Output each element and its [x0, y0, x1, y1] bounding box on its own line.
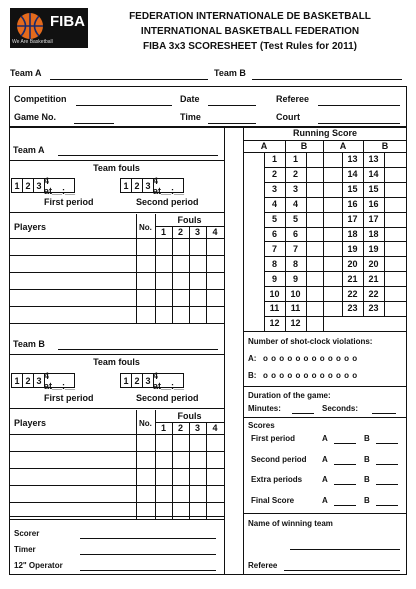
col-rule	[206, 226, 207, 323]
score-number[interactable]: 18	[347, 228, 358, 239]
col-rule	[206, 422, 207, 519]
running-score-title: Running Score	[292, 128, 357, 138]
score-number[interactable]: 19	[347, 243, 358, 254]
score-b-label: B	[364, 434, 370, 443]
operator-label: 12" Operator	[14, 561, 63, 570]
score-number[interactable]: 13	[347, 154, 358, 165]
running-score-head-2: B	[300, 141, 308, 151]
score-number[interactable]: 21	[347, 273, 358, 284]
score-row-label-4: Final Score	[251, 496, 295, 505]
fouls-a-box-2-3[interactable]: 3	[142, 178, 154, 193]
date-label: Date	[180, 94, 200, 104]
fouls-a-box-2-1[interactable]: 1	[120, 178, 132, 193]
score-number[interactable]: 12	[290, 318, 301, 329]
team-a-fouls-title: Team fouls	[93, 163, 140, 173]
score-b-field[interactable]	[376, 443, 398, 444]
team-b-second-period: Second period	[136, 393, 199, 403]
score-row-label-2: Second period	[251, 455, 307, 464]
shot-clock-a-label: A:	[248, 354, 257, 363]
score-number[interactable]: 8	[292, 258, 298, 269]
players-header: Players	[14, 418, 47, 428]
fouls-b-box-2-2[interactable]: 2	[131, 373, 143, 388]
score-number[interactable]: 18	[368, 228, 379, 239]
table-row[interactable]	[9, 468, 224, 469]
fouls-b-box-1-3[interactable]: 3	[33, 373, 45, 388]
foul-col-4: 4	[212, 227, 218, 237]
time-label: Time	[180, 112, 201, 122]
score-b-label: B	[364, 496, 370, 505]
score-a-field[interactable]	[334, 484, 356, 485]
rule	[243, 513, 407, 514]
rule	[9, 160, 224, 161]
score-number[interactable]: 7	[271, 243, 277, 254]
score-number[interactable]: 20	[368, 258, 379, 269]
score-number[interactable]: 1	[271, 154, 277, 165]
winning-team-title: Name of winning team	[248, 519, 333, 528]
col-rule	[189, 422, 190, 519]
score-number[interactable]: 22	[347, 288, 358, 299]
score-number[interactable]: 12	[269, 318, 280, 329]
score-b-field[interactable]	[376, 484, 398, 485]
score-number[interactable]: 10	[290, 288, 301, 299]
minutes-field[interactable]	[292, 413, 314, 414]
running-score-head-1: A	[260, 141, 268, 151]
score-number[interactable]: 4	[292, 199, 298, 210]
score-number[interactable]: 6	[292, 228, 298, 239]
table-row[interactable]	[9, 485, 224, 486]
fouls-b-box-2-3[interactable]: 3	[142, 373, 154, 388]
team-a-label: Team A	[10, 68, 42, 78]
score-number[interactable]: 11	[290, 303, 301, 314]
fouls-b-box-2-1[interactable]: 1	[120, 373, 132, 388]
col-rule	[384, 152, 385, 316]
running-score-head-3: A	[339, 141, 347, 151]
winning-team-field[interactable]	[290, 549, 400, 550]
number-header: No.	[139, 223, 152, 232]
info-box	[9, 86, 407, 127]
score-a-label: A	[322, 455, 328, 464]
table-row[interactable]	[9, 434, 224, 435]
rule	[9, 408, 224, 409]
score-a-label: A	[322, 434, 328, 443]
fouls-a-box-2-2[interactable]: 2	[131, 178, 143, 193]
score-number[interactable]: 9	[271, 273, 277, 284]
fouls-b-box-1-4[interactable]: 4 at__:__	[44, 370, 76, 391]
fouls-a-box-2-4[interactable]: 4 at__:__	[153, 175, 185, 196]
fouls-header: Fouls	[177, 411, 202, 421]
table-row[interactable]	[9, 289, 224, 290]
rule	[9, 354, 224, 355]
fouls-b-box-1-2[interactable]: 2	[22, 373, 34, 388]
team-b-label: Team B	[214, 68, 246, 78]
score-number[interactable]: 21	[368, 273, 379, 284]
fouls-b-box-1-1[interactable]: 1	[11, 373, 23, 388]
score-number[interactable]: 3	[271, 184, 277, 195]
score-number[interactable]: 2	[292, 169, 298, 180]
score-b-label: B	[364, 455, 370, 464]
divider-right	[243, 127, 244, 575]
score-number[interactable]: 10	[269, 288, 280, 299]
table-row[interactable]	[9, 519, 224, 520]
col-rule	[264, 152, 265, 331]
col-rule	[285, 152, 286, 331]
shot-clock-a-marks[interactable]: o o o o o o o o o o o o	[263, 354, 358, 363]
score-number[interactable]: 20	[347, 258, 358, 269]
score-row-label-1: First period	[251, 434, 296, 443]
rule	[9, 212, 224, 213]
logo-text: FIBA	[50, 13, 85, 30]
fouls-a-box-1-1[interactable]: 1	[11, 178, 23, 193]
timer-field[interactable]	[80, 554, 216, 555]
date-field[interactable]	[208, 105, 256, 106]
score-number[interactable]: 17	[368, 214, 379, 225]
score-a-field[interactable]	[334, 464, 356, 465]
score-number[interactable]: 23	[347, 303, 358, 314]
col-rule	[342, 152, 343, 316]
score-number[interactable]: 19	[368, 243, 379, 254]
score-number[interactable]: 13	[368, 154, 379, 165]
col-rule	[172, 226, 173, 323]
game-no-label: Game No.	[14, 112, 57, 122]
score-a-label: A	[322, 496, 328, 505]
score-number[interactable]: 5	[271, 214, 277, 225]
competition-field[interactable]	[76, 105, 172, 106]
foul-col-4: 4	[212, 423, 218, 433]
divider-left	[224, 127, 225, 575]
scorer-label: Scorer	[14, 529, 40, 538]
col-rule	[363, 152, 364, 316]
referee-field[interactable]	[318, 105, 400, 106]
score-number[interactable]: 16	[368, 199, 379, 210]
score-number[interactable]: 5	[292, 214, 298, 225]
col-rule	[363, 140, 364, 152]
foul-col-3: 3	[194, 423, 200, 433]
foul-col-2: 2	[177, 423, 183, 433]
col-rule	[306, 152, 307, 331]
final-referee-field[interactable]	[284, 570, 400, 571]
foul-col-1: 1	[160, 227, 166, 237]
score-b-label: B	[364, 475, 370, 484]
team-b-first-period: First period	[44, 393, 94, 403]
header-line-2: INTERNATIONAL BASKETBALL FEDERATION	[140, 26, 360, 37]
score-a-label: A	[322, 475, 328, 484]
table-row[interactable]	[9, 255, 224, 256]
col-rule	[285, 140, 286, 152]
table-row[interactable]	[9, 238, 224, 239]
score-number[interactable]: 3	[292, 184, 298, 195]
shot-clock-title: Number of shot-clock violations:	[248, 337, 373, 346]
rule	[243, 331, 407, 332]
players-header: Players	[14, 222, 47, 232]
score-number[interactable]: 14	[347, 169, 358, 180]
game-no-field[interactable]	[74, 123, 114, 124]
team-b-fouls-title: Team fouls	[93, 357, 140, 367]
shot-clock-b-marks[interactable]: o o o o o o o o o o o o	[263, 371, 358, 380]
running-score-head-4: B	[381, 141, 389, 151]
header-line-1: FEDERATION INTERNATIONALE DE BASKETBALL	[129, 11, 371, 22]
score-number[interactable]: 22	[368, 288, 379, 299]
score-number[interactable]: 7	[292, 243, 298, 254]
timer-label: Timer	[14, 545, 36, 554]
rule	[9, 516, 224, 517]
court-field[interactable]	[318, 123, 400, 124]
fouls-a-box-1-3[interactable]: 3	[33, 178, 45, 193]
score-number[interactable]: 6	[271, 228, 277, 239]
number-header: No.	[139, 419, 152, 428]
rule	[243, 417, 407, 418]
table-row[interactable]	[9, 306, 224, 307]
score-number[interactable]: 11	[269, 303, 280, 314]
operator-field[interactable]	[80, 570, 216, 571]
fiba-logo	[10, 8, 88, 48]
team-b-name-field[interactable]	[58, 349, 218, 350]
fouls-a-box-1-2[interactable]: 2	[22, 178, 34, 193]
rule	[9, 323, 224, 324]
logo-tagline: We Are Basketball	[12, 39, 53, 45]
score-row-label-3: Extra periods	[251, 475, 303, 484]
score-number[interactable]: 8	[271, 258, 277, 269]
team-a-first-period: First period	[44, 197, 94, 207]
score-number[interactable]: 15	[368, 184, 379, 195]
table-row[interactable]	[9, 502, 224, 503]
scores-title: Scores	[248, 421, 275, 430]
header-line-3: FIBA 3x3 SCORESHEET (Test Rules for 2011)	[143, 41, 357, 52]
score-b-field[interactable]	[376, 505, 398, 506]
seconds-field[interactable]	[372, 413, 396, 414]
referee-label: Referee	[276, 94, 310, 104]
court-label: Court	[276, 112, 300, 122]
table-row[interactable]	[9, 272, 224, 273]
duration-title: Duration of the game:	[248, 391, 331, 400]
minutes-label: Minutes:	[248, 404, 281, 413]
foul-col-3: 3	[194, 227, 200, 237]
score-number[interactable]: 14	[368, 169, 379, 180]
score-number[interactable]: 16	[347, 199, 358, 210]
scorer-field[interactable]	[80, 538, 216, 539]
foul-col-2: 2	[177, 227, 183, 237]
col-rule	[172, 422, 173, 519]
final-referee-label: Referee	[248, 561, 278, 570]
score-number[interactable]: 2	[271, 169, 277, 180]
foul-col-1: 1	[160, 423, 166, 433]
team-a-section-label: Team A	[13, 145, 45, 155]
seconds-label: Seconds:	[322, 404, 359, 413]
col-rule	[189, 226, 190, 323]
score-number[interactable]: 17	[347, 214, 358, 225]
rule	[243, 386, 407, 387]
competition-label: Competition	[14, 94, 67, 104]
score-b-field[interactable]	[376, 464, 398, 465]
team-b-section-label: Team B	[13, 339, 45, 349]
score-a-field[interactable]	[334, 505, 356, 506]
score-number[interactable]: 1	[292, 154, 298, 165]
shot-clock-b-label: B:	[248, 371, 257, 380]
time-field[interactable]	[208, 123, 256, 124]
fouls-a-box-1-4[interactable]: 4 at__:__	[44, 175, 76, 196]
score-a-field[interactable]	[334, 443, 356, 444]
score-number[interactable]: 4	[271, 199, 277, 210]
score-number[interactable]: 23	[368, 303, 379, 314]
fouls-b-box-2-4[interactable]: 4 at__:__	[153, 370, 185, 391]
team-a-field[interactable]	[50, 79, 208, 80]
fouls-header: Fouls	[177, 215, 202, 225]
team-a-second-period: Second period	[136, 197, 199, 207]
col-rule	[323, 140, 324, 331]
score-number[interactable]: 15	[347, 184, 358, 195]
score-number[interactable]: 9	[292, 273, 298, 284]
team-a-name-field[interactable]	[58, 155, 218, 156]
table-row[interactable]	[9, 451, 224, 452]
team-b-field[interactable]	[252, 79, 402, 80]
